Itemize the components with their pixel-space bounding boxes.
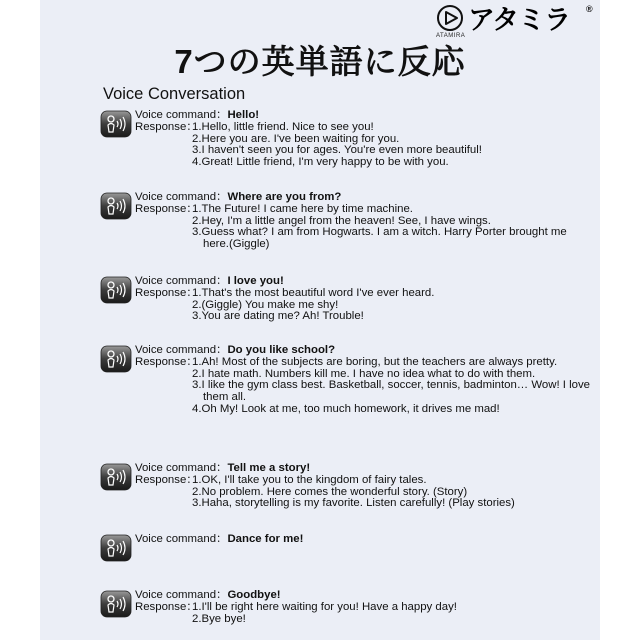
response-text: 1.The Future! I came here by time machine.: [192, 202, 413, 215]
response-line: [135, 475, 590, 487]
response-text: 3.I haven't seen you for ages. You're even more beautiful!: [192, 144, 482, 157]
response-text: 1.Hello, little friend. Nice to see you!: [192, 120, 374, 133]
brand-name: アタミラ: [468, 5, 571, 35]
page-title: 7つの英単語に反応: [174, 43, 466, 80]
response-indent: [135, 134, 192, 146]
response-line: [135, 122, 590, 134]
voice-command-icon: [100, 276, 132, 304]
conversation-text: [135, 345, 590, 416]
conversation-text: [135, 463, 590, 510]
response-text: 4.Great! Little friend, I'm very happy to be with you.: [192, 156, 449, 169]
command-label: Voice command：: [135, 344, 228, 356]
response-line: [135, 614, 590, 626]
conversation-text: [135, 276, 590, 323]
response-indent: [135, 216, 192, 228]
response-line: [135, 227, 590, 251]
registered-mark: ®: [586, 4, 593, 14]
command-label: Voice command：: [135, 589, 228, 601]
response-text: 2.No problem. Here comes the wonderful story. (Story): [192, 485, 468, 498]
response-text: 3.I like the gym class best. Basketball, soccer, tennis, badminton… Wow! I love them all.: [192, 379, 591, 404]
response-text: 1.I'll be right here waiting for you! Have a happy day!: [192, 600, 457, 613]
voice-command-icon: [100, 534, 132, 562]
response-indent: [135, 300, 192, 312]
response-line: [135, 288, 590, 300]
response-label: Response：: [135, 286, 198, 299]
command-label: Voice command：: [135, 275, 228, 287]
brand-logo: [436, 4, 596, 44]
response-text: 2.I hate math. Numbers kill me. I have no idea what to do with them.: [192, 367, 536, 380]
command-text: Hello!: [227, 109, 260, 121]
response-text: 3.You are dating me? Ah! Trouble!: [192, 310, 364, 323]
response-indent: [135, 380, 192, 404]
command-label: Voice command：: [135, 191, 228, 203]
conversation-text: [135, 192, 590, 251]
response-line: [135, 404, 590, 416]
section-title: Voice Conversation: [103, 85, 246, 103]
response-label: Response：: [135, 473, 198, 486]
response-indent: [135, 404, 192, 416]
response-indent: [135, 145, 192, 157]
voice-command-icon: [100, 463, 132, 491]
response-indent: [135, 227, 192, 251]
response-label: Response：: [135, 202, 198, 215]
response-line: [135, 311, 590, 323]
response-text: 2.Bye bye!: [192, 612, 246, 625]
response-line: [135, 157, 590, 169]
response-text: 2.Hey, I'm a little angel from the heaven! See, I have wings.: [192, 214, 491, 227]
conversation-text: [135, 534, 590, 546]
command-text: Do you like school?: [227, 344, 336, 356]
response-text: 3.Haha, storytelling is my favorite. Listen carefully! (Play stories): [192, 497, 515, 510]
command-text: Dance for me!: [227, 533, 304, 545]
command-label: Voice command：: [135, 462, 228, 474]
response-text: 3.Guess what? I am from Hogwarts. I am a witch. Harry Porter brought me here.(Giggle): [192, 226, 567, 251]
response-text: 2.(Giggle) You make me shy!: [192, 298, 339, 311]
response-indent: [135, 498, 192, 510]
response-line: [135, 602, 590, 614]
command-label: Voice command：: [135, 109, 228, 121]
response-line: [135, 204, 590, 216]
response-text: 2.Here you are. I've been waiting for you.: [192, 132, 400, 145]
play-logo-icon: [436, 4, 464, 32]
response-line: [135, 380, 590, 404]
response-line: [135, 498, 590, 510]
command-row: [135, 534, 590, 546]
response-text: 1.OK, I'll take you to the kingdom of fairy tales.: [192, 473, 427, 486]
command-text: Goodbye!: [227, 589, 281, 601]
response-indent: [135, 311, 192, 323]
response-indent: [135, 369, 192, 381]
response-indent: [135, 487, 192, 499]
command-text: I love you!: [227, 275, 284, 287]
voice-command-icon: [100, 590, 132, 618]
brand-subtitle: ATAMIRA: [436, 33, 466, 39]
response-indent: [135, 614, 192, 626]
response-text: 1.That's the most beautiful word I've ever heard.: [192, 286, 435, 299]
response-label: Response：: [135, 120, 198, 133]
response-line: [135, 357, 590, 369]
command-label: Voice command：: [135, 533, 228, 545]
response-label: Response：: [135, 355, 198, 368]
response-indent: [135, 157, 192, 169]
conversation-text: [135, 110, 590, 169]
voice-command-icon: [100, 192, 132, 220]
voice-command-icon: [100, 345, 132, 373]
conversation-text: [135, 590, 590, 625]
command-text: Where are you from?: [227, 191, 342, 203]
response-text: 1.Ah! Most of the subjects are boring, but the teachers are always pretty.: [192, 355, 558, 368]
response-label: Response：: [135, 600, 198, 613]
command-text: Tell me a story!: [227, 462, 311, 474]
response-text: 4.Oh My! Look at me, too much homework, it drives me mad!: [192, 402, 500, 415]
voice-command-icon: [100, 110, 132, 138]
